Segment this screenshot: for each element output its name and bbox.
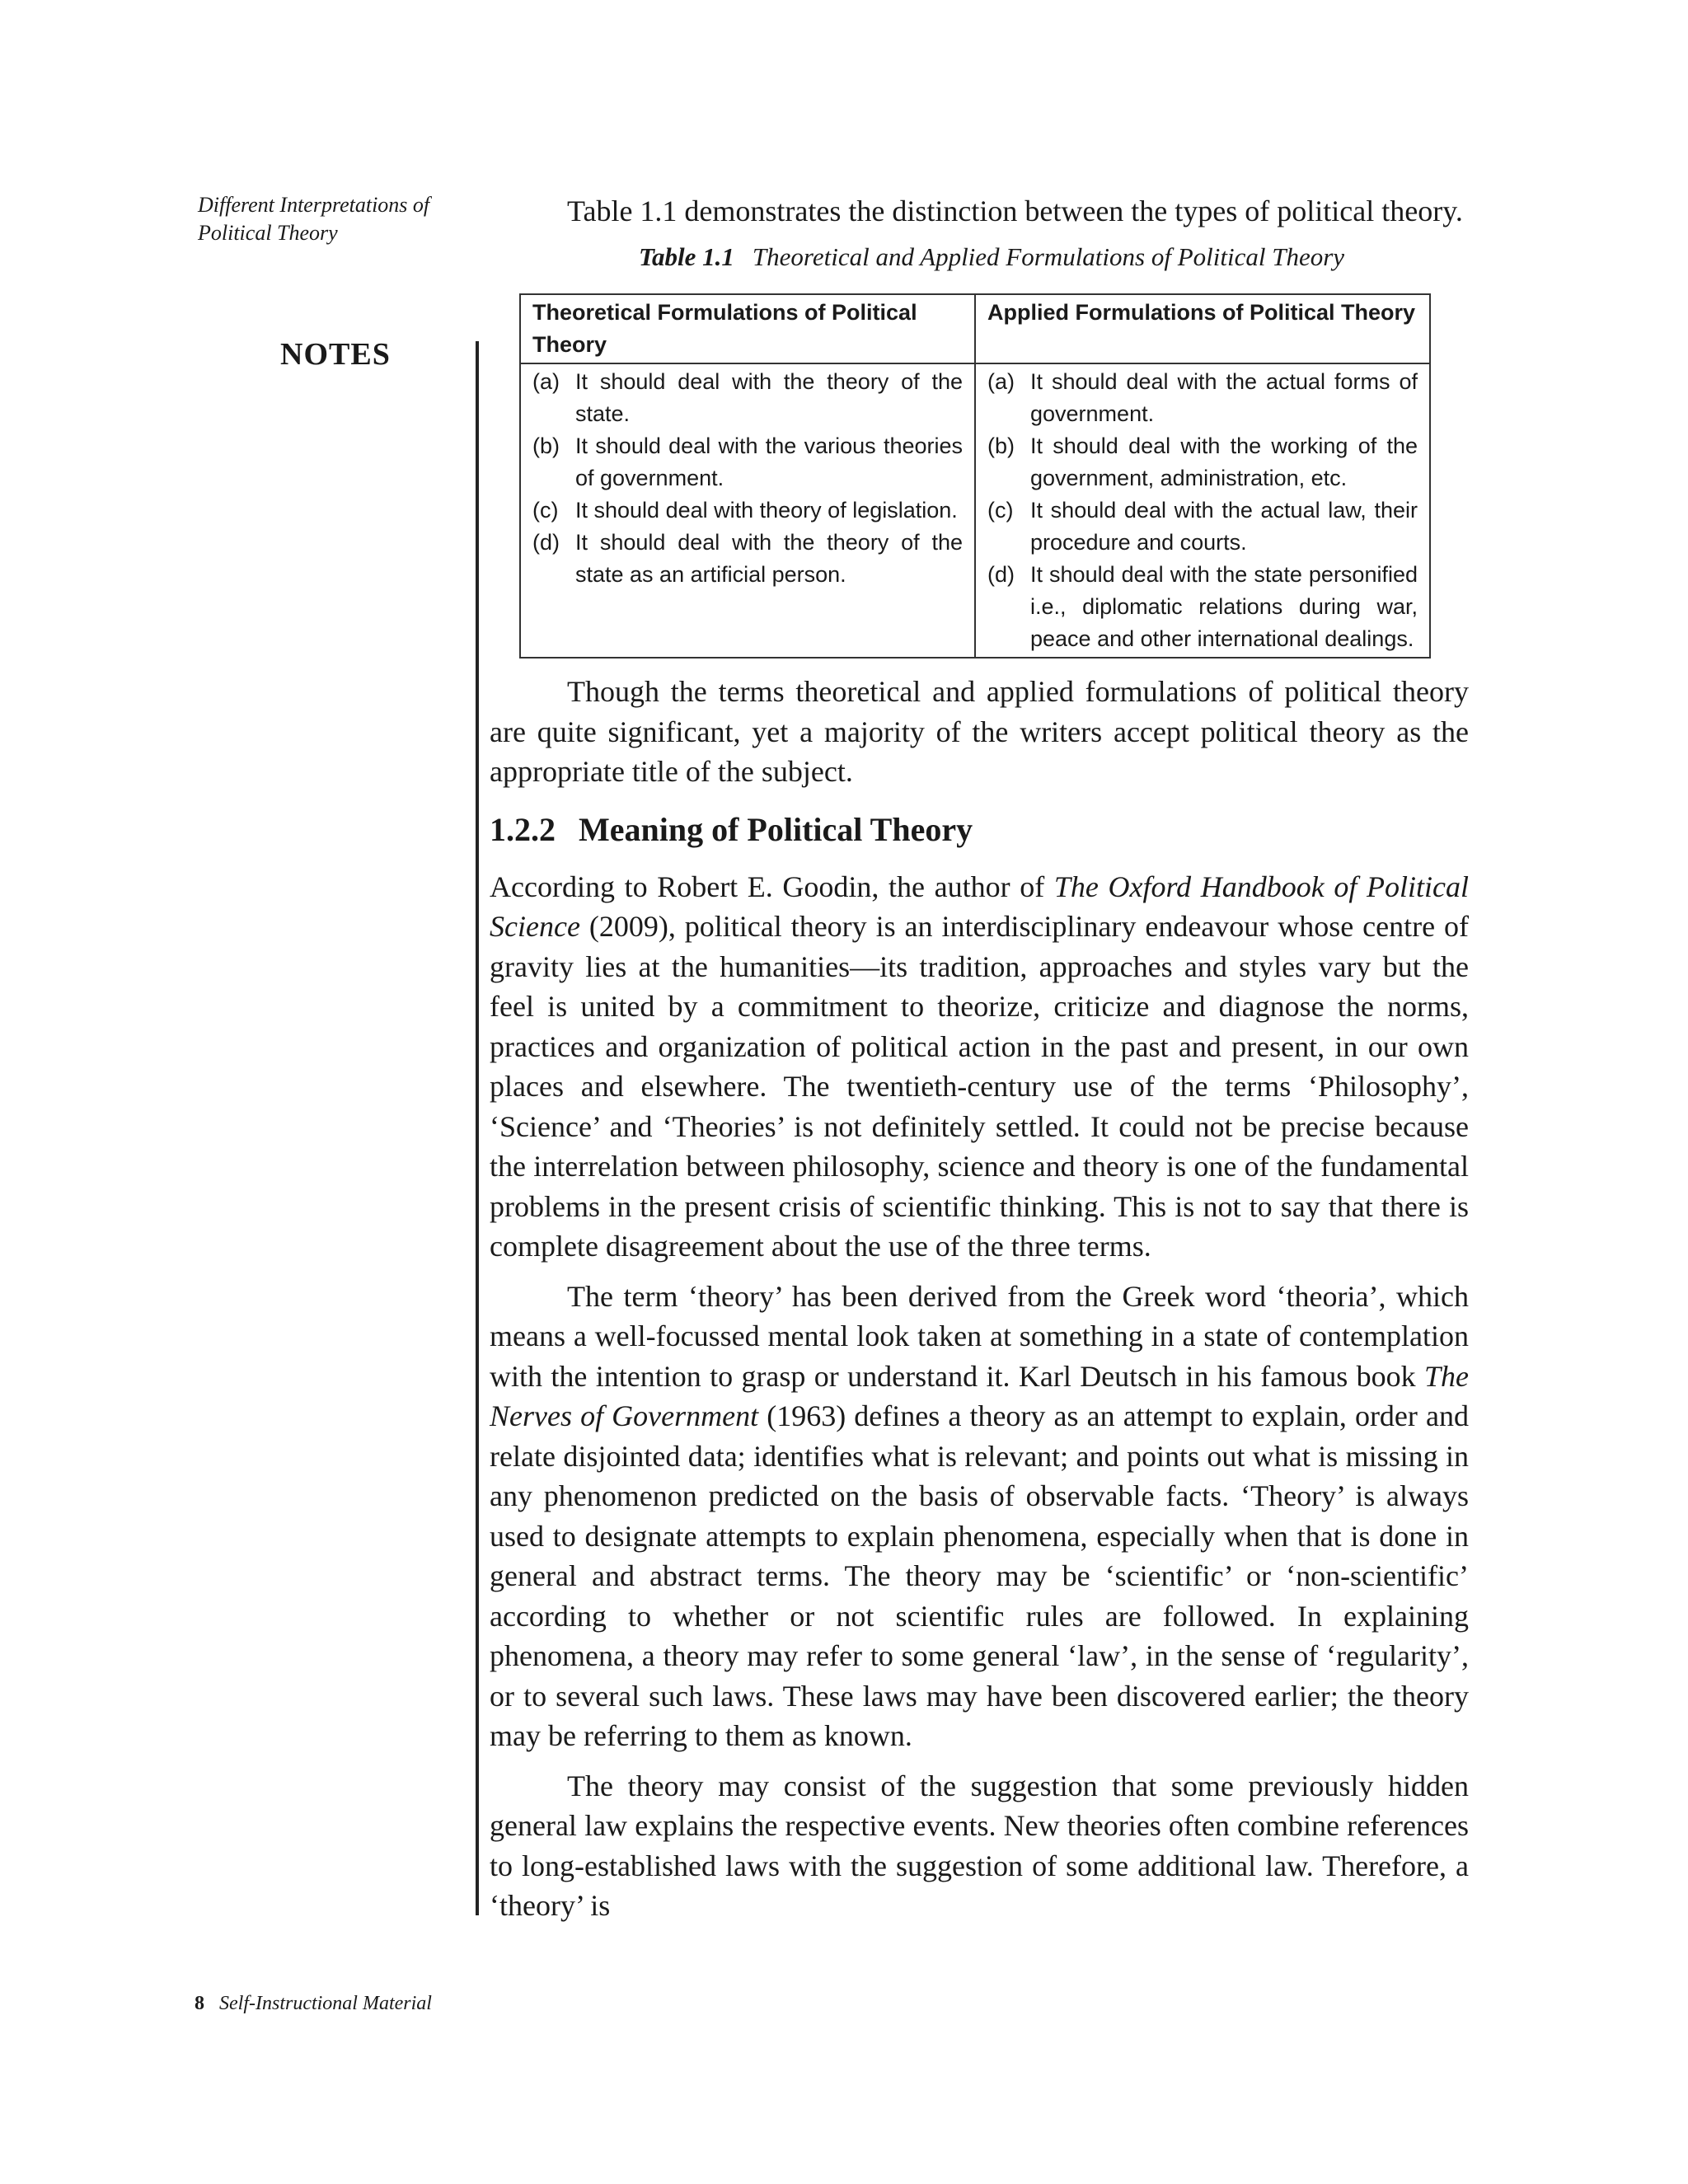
main-content — [490, 191, 1469, 1926]
list-item — [987, 430, 1418, 494]
table-caption-title: Theoretical and Applied Formulations of Political Theory — [752, 242, 1345, 271]
item-marker: (a) — [987, 369, 1015, 394]
paragraph-hidden-law: The theory may consist of the suggestion that some previously hidden general law explains the respective events. New theories often combine references to long-established laws with the suggestion of some additional law. Therefore, a ‘theory’ is — [490, 1769, 1469, 1922]
paragraph-text: According to Robert E. Goodin, the author of — [490, 869, 1054, 903]
list-item — [987, 494, 1418, 559]
paragraph-theory-term — [490, 1277, 1469, 1756]
intro-sentence: Table 1.1 demonstrates the distinction between the types of political theory. — [567, 194, 1463, 227]
table-header-applied: Applied Formulations of Political Theory — [975, 294, 1430, 363]
item-text: It should deal with the actual law, their procedure and courts. — [1030, 498, 1418, 555]
list-item — [532, 366, 963, 430]
running-head — [198, 191, 462, 247]
item-text: It should deal with the state personified i.e., diplomatic relations during war, peace and other international dealings. — [1030, 562, 1418, 651]
paragraph-text: (1963) defines a theory as an attempt to explain, order and relate disjointed data; identifies what is relevant; and points out what is missing in any phenomenon predicted on the basis of observable facts. ‘Theory’ is always used to designate attempts to explain phenomena, especially when that is done in general and abstract terms. The theory may be ‘scientific’ or ‘non-scientific’ according to whether or not scientific rules are followed. In explaining phenomena, a theory may refer to some general ‘law’, in the sense of ‘regularity’, or to several such laws. These laws may have been discovered earlier; the theory may be referring to them as known. — [490, 1399, 1469, 1752]
footer-text: Self-Instructional Material — [219, 1993, 432, 2014]
list-item — [987, 366, 1418, 430]
paragraph-text: The term ‘theory’ has been derived from the Greek word ‘theoria’, which means a well-focussed mental look taken at something in a state of contemplation with the intention to grasp or understand it. Karl Deutsch in his famous book — [490, 1279, 1469, 1393]
book-title: The Nerves of Government — [490, 1359, 1469, 1432]
running-head-line-2: Political Theory — [198, 221, 338, 245]
item-text: It should deal with the theory of the state as an artificial person. — [575, 530, 963, 587]
table-caption — [490, 242, 1469, 272]
list-item — [987, 559, 1418, 655]
list-item — [532, 527, 963, 591]
table-header-theoretical: Theoretical Formulations of Political Theory — [520, 294, 975, 363]
page-number: 8 — [195, 1993, 204, 2014]
item-marker: (b) — [532, 434, 560, 458]
section-number: 1.2.2 — [490, 810, 556, 848]
item-text: It should deal with theory of legislation. — [575, 498, 958, 523]
margin-rule — [476, 341, 479, 1915]
item-text: It should deal with the various theories of government. — [575, 434, 963, 490]
table-header-row — [520, 294, 1430, 363]
list-item — [532, 430, 963, 494]
item-marker: (c) — [532, 498, 559, 523]
section-heading — [490, 810, 1469, 849]
item-text: It should deal with the working of the government, administration, etc. — [1030, 434, 1418, 490]
item-text: It should deal with the actual forms of government. — [1030, 369, 1418, 426]
paragraph-after-table: Though the terms theoretical and applied formulations of political theory are quite significant, yet a majority of the writers accept political theory as the appropriate title of the subject. — [490, 675, 1469, 788]
item-text: It should deal with the theory of the state. — [575, 369, 963, 426]
item-marker: (a) — [532, 369, 560, 394]
table-body-row — [520, 363, 1430, 658]
running-head-line-1: Different Interpretations of — [198, 193, 430, 217]
book-title: The Oxford Handbook of Political Science — [490, 869, 1470, 943]
theoretical-items-cell — [520, 363, 975, 658]
paragraph-goodin — [490, 867, 1469, 1267]
applied-items-cell — [975, 363, 1430, 658]
formulations-table — [519, 293, 1431, 658]
list-item — [532, 494, 963, 527]
item-marker: (d) — [987, 562, 1015, 587]
page-footer — [195, 1993, 432, 2015]
section-title: Meaning of Political Theory — [579, 810, 973, 848]
item-marker: (c) — [987, 498, 1014, 523]
item-marker: (b) — [987, 434, 1015, 458]
table-caption-label: Table 1.1 — [638, 242, 734, 271]
item-marker: (d) — [532, 530, 560, 555]
notes-label: NOTES — [280, 337, 391, 372]
paragraph-text: (2009), political theory is an interdisciplinary endeavour whose centre of gravity lies at the humanities—its tradition, approaches and styles vary but the feel is united by a commitment to theorize, criticize and diagnose the norms, practices and organization of political action in the past and present, in our own places and elsewhere. The twentieth-century use of the terms ‘Philosophy’, ‘Science’ and ‘Theories’ is not definitely settled. It could not be precise because the interrelation between philosophy, science and theory is one of the fundamental problems in the present crisis of scientific thinking. This is not to say that there is complete disagreement about the use of the three terms. — [490, 910, 1469, 1263]
